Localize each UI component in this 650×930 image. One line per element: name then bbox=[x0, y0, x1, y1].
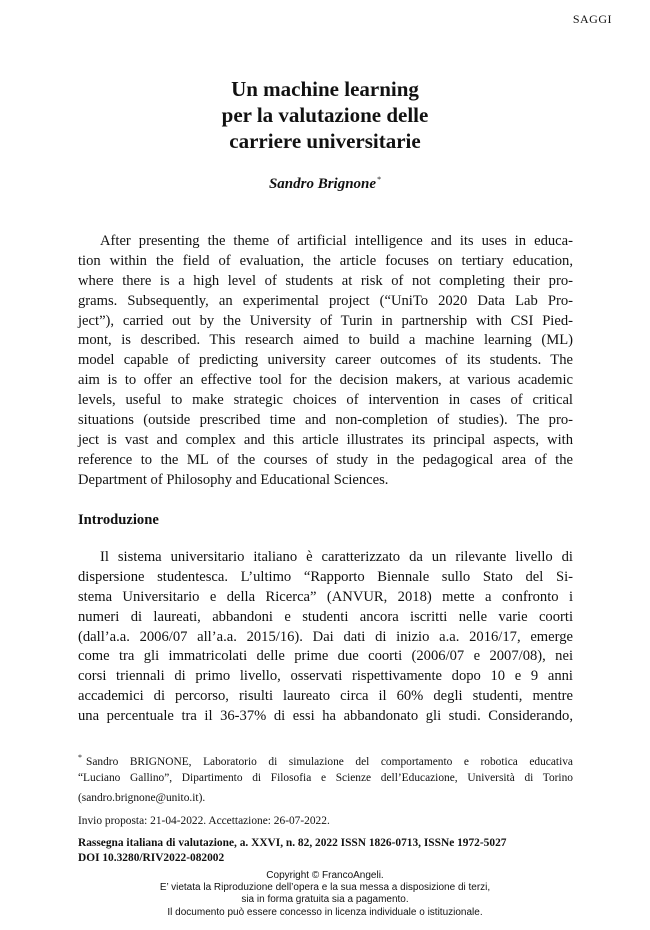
abstract-line: ject is vast and complex and this article illustrates its principal aspects, with bbox=[78, 431, 573, 448]
abstract-line: ject”), carried out by the University of Turin in partnership with CSI Pied- bbox=[78, 312, 573, 329]
author-footnote bbox=[78, 750, 573, 810]
copyright-line: E’ vietata la Riproduzione dell’opera e la sua messa a disposizione di terzi, bbox=[159, 882, 491, 894]
abstract-line: situations (outside prescribed time and non-completion of studies). The pro- bbox=[78, 412, 573, 429]
abstract-line: levels, useful to make strategic choices of intervention in cases of critical bbox=[78, 392, 573, 409]
abstract-line: grams. Subsequently, an experimental project (“UniTo 2020 Data Lab Pro- bbox=[78, 292, 573, 309]
body-line: numeri di laureati, abbandoni e studenti ancora iscritti nelle varie coorti bbox=[78, 608, 573, 625]
footnote-mark: * bbox=[78, 753, 82, 762]
abstract-line: reference to the ML of the courses of study in the pedagogical area of the bbox=[78, 451, 573, 468]
journal-citation: Rassegna italiana di valutazione, a. XXVI, n. 82, 2022 ISSN 1826-0713, ISSNe 1972-5027 bbox=[78, 837, 507, 849]
body-line: come tra gli immatricolati delle prime due coorti (2006/07 e 2007/08), nei bbox=[78, 648, 573, 665]
footnote-text: Sandro BRIGNONE, Laboratorio di simulazione del comportamento e robotica educativa bbox=[86, 755, 573, 768]
footnote-line: “Luciano Gallino”, Dipartimento di Filosofia e Scienze dell’Educazione, Università di Torino bbox=[78, 771, 573, 784]
body-paragraph bbox=[78, 548, 573, 727]
running-head: SAGGI bbox=[572, 12, 612, 26]
abstract-line: Department of Philosophy and Educational Sciences. bbox=[78, 471, 389, 488]
abstract-line: mont, is described. This research aimed to build a machine learning (ML) bbox=[78, 332, 573, 349]
article-title bbox=[0, 76, 650, 154]
body-line: dispersione studentesca. L’ultimo “Rapporto Biennale sullo Stato del Si- bbox=[78, 568, 573, 585]
abstract-line: aim is to offer an effective tool for the decision makers, at various academic bbox=[78, 372, 573, 389]
body-line: corsi triennali di primo livello, osservati rispettivamente dopo 10 e 9 anni bbox=[78, 668, 573, 685]
body-line: una percentuale tra il 36-37% di essi ha abbandonato gli studi. Considerando, bbox=[78, 708, 573, 725]
body-line: accademici di percorso, risulti laureato circa il 60% degli studenti, mentre bbox=[78, 688, 573, 705]
copyright-line: sia in forma gratuita sia a pagamento. bbox=[241, 894, 409, 906]
body-line: Il sistema universitario italiano è caratterizzato da un rilevante livello di bbox=[100, 549, 573, 565]
abstract bbox=[78, 232, 573, 491]
submission-dates: Invio proposta: 21-04-2022. Accettazione: 26-07-2022. bbox=[78, 815, 330, 827]
abstract-line: where there is a high level of students at risk of not completing their pro- bbox=[78, 272, 573, 289]
footnote-line bbox=[78, 750, 573, 770]
abstract-line: tion within the field of evaluation, the article focuses on tertiary education, bbox=[78, 252, 573, 269]
journal-doi: DOI 10.3280/RIV2022-082002 bbox=[78, 852, 225, 864]
copyright-line: Copyright © FrancoAngeli. bbox=[266, 870, 384, 881]
body-line: (dall’a.a. 2006/07 all’a.a. 2015/16). Dai dati di inizio a.a. 2016/17, emerge bbox=[78, 628, 573, 645]
abstract-line: model capable of predicting university career outcomes of its students. The bbox=[78, 352, 573, 369]
author-byline bbox=[0, 175, 650, 193]
footnote-line: (sandro.brignone@unito.it). bbox=[78, 791, 206, 804]
abstract-line: After presenting the theme of artificial intelligence and its uses in educa- bbox=[100, 233, 573, 249]
body-line: stema Universitario e della Ricerca” (ANVUR, 2018) mette a confronto i bbox=[78, 588, 573, 605]
section-heading: Introduzione bbox=[78, 512, 159, 528]
copyright-line: Il documento può essere concesso in licenza individuale o istituzionale. bbox=[167, 906, 483, 918]
title-line: Un machine learning bbox=[231, 77, 419, 101]
author-name: Sandro Brignone bbox=[268, 176, 377, 192]
title-line: per la valutazione delle bbox=[221, 103, 429, 127]
title-line: carriere universitarie bbox=[229, 129, 421, 153]
journal-info bbox=[78, 836, 573, 866]
author-footnote-mark: * bbox=[377, 175, 382, 184]
copyright-notice bbox=[0, 870, 650, 919]
